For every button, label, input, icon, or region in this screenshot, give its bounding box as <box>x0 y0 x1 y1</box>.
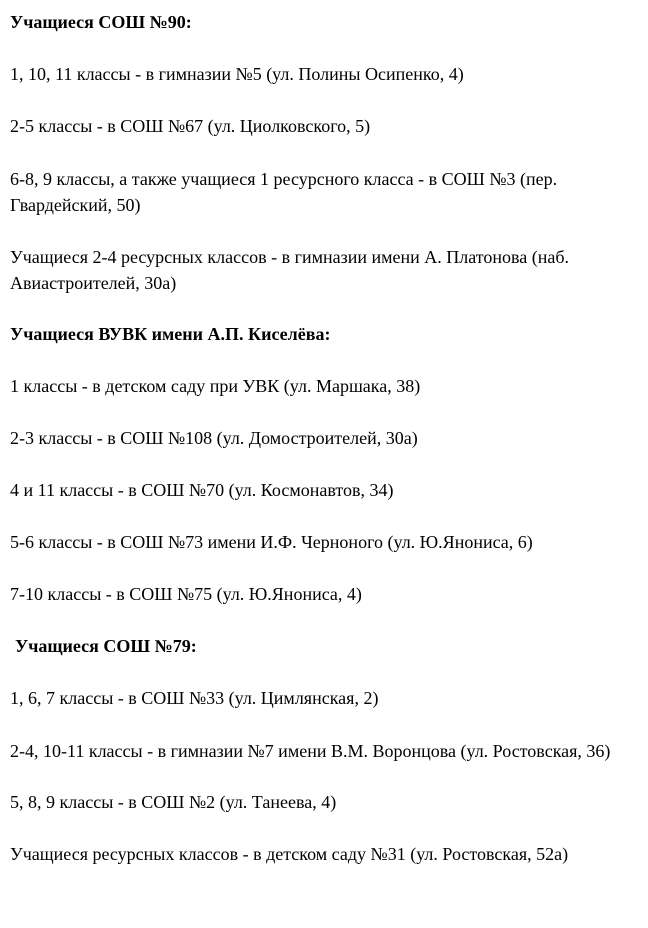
list-item: 6-8, 9 классы, а также учащиеся 1 ресурсного класса - в СОШ №3 (пер. Гвардейский, 50) <box>10 169 562 215</box>
list-item: 4 и 11 классы - в СОШ №70 (ул. Космонавтов, 34) <box>10 480 394 500</box>
document-body <box>10 10 642 866</box>
list-item: 7-10 классы - в СОШ №75 (ул. Ю.Янониса, 4) <box>10 584 362 604</box>
list-item: 1, 10, 11 классы - в гимназии №5 (ул. Полины Осипенко, 4) <box>10 64 464 84</box>
list-item: 1, 6, 7 классы - в СОШ №33 (ул. Цимлянская, 2) <box>10 688 379 708</box>
list-item: Учащиеся 2-4 ресурсных классов - в гимназии имени А. Платонова (наб. Авиастроителей, 30а) <box>10 247 574 293</box>
section-heading-vuvk-kiseleva: Учащиеся ВУВК имени А.П. Киселёва: <box>10 324 331 344</box>
list-item: 2-5 классы - в СОШ №67 (ул. Циолковского, 5) <box>10 116 371 136</box>
section-heading-school-79: Учащиеся СОШ №79: <box>15 636 197 656</box>
section-heading-school-90: Учащиеся СОШ №90: <box>10 12 192 32</box>
list-item: 1 классы - в детском саду при УВК (ул. Маршака, 38) <box>10 376 421 396</box>
list-item: 2-3 классы - в СОШ №108 (ул. Домостроителей, 30а) <box>10 428 418 448</box>
list-item: 2-4, 10-11 классы - в гимназии №7 имени В.М. Воронцова (ул. Ростовская, 36) <box>10 741 611 761</box>
list-item: 5-6 классы - в СОШ №73 имени И.Ф. Черноного (ул. Ю.Янониса, 6) <box>10 532 533 552</box>
list-item: Учащиеся ресурсных классов - в детском саду №31 (ул. Ростовская, 52а) <box>10 844 569 864</box>
list-item: 5, 8, 9 классы - в СОШ №2 (ул. Танеева, 4) <box>10 792 337 812</box>
